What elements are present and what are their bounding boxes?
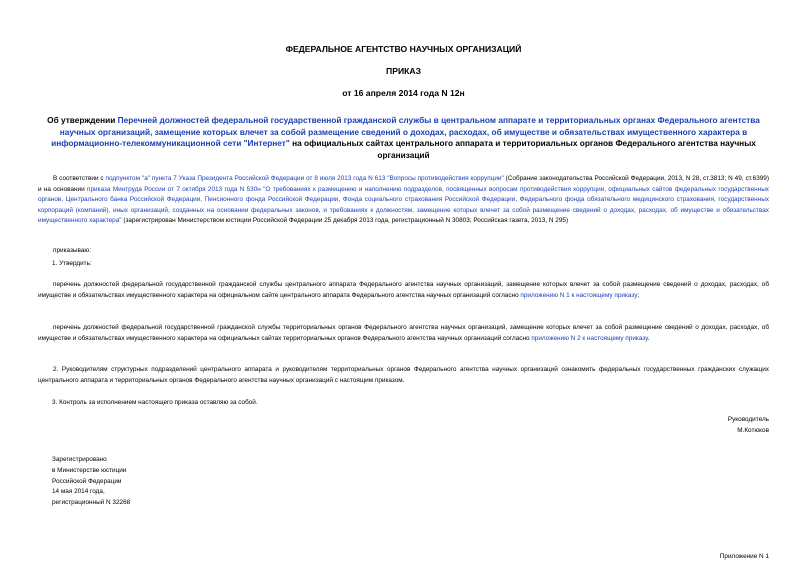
list-a-end: ;: [637, 291, 640, 299]
document-title: [38, 115, 769, 161]
item-2: 2. Руководителям структурных подразделений центрального аппарата и руководителям территориальных органов Федерального агентства научных организаций ознакомить федеральных государственных гражданских служащих центрального аппарата и территориальных органов Федерального агентства научных организаций с настоящим приказом.: [38, 366, 769, 384]
annex-1-link[interactable]: приложению N 1 к настоящему приказу: [520, 291, 638, 299]
list-item-a: [38, 280, 769, 301]
preamble-paragraph: [38, 174, 769, 227]
preamble-text-a: В соответствии с: [53, 175, 106, 182]
title-prefix: Об утверждении: [47, 115, 118, 125]
preamble-text-b: (Собрание законодательства Российской Федерации, 2013, N 28, ст.3813; N 49, ст.6399) и на основании: [38, 175, 769, 193]
list-b-end: .: [647, 334, 650, 342]
decree-link[interactable]: подпунктом "а" пункта 7 Указа Президента Российской Федерации от 8 июля 2013 года N 613 "Вопросы противодействия коррупции": [105, 175, 504, 182]
annex-2-link[interactable]: приложению N 2 к настоящему приказу: [531, 334, 648, 342]
registration-line: Российской Федерации: [52, 477, 122, 485]
mintrud-order-link[interactable]: приказа Минтруда России от 7 октября 2013 года N 530н "О требованиях к размещению и наполнению подразделов, посвященных вопросам противодействия коррупции, официальных сайтов федеральных государственных органов, Центрального банка Российской Федерации, Пенсионного фонда Российской Федерации, Фонда социального страхования Российской Федерации, Федерального фонда обязательного медицинского страхования, государственных корпораций (компаний), иных организаций, созданных на основании федеральных законов, и требованиях к должностям, замещение которых влечет за собой размещение сведений о доходах, расходах, об имуществе и обязательствах имущественного характера": [38, 185, 770, 225]
item-3: 3. Контроль за исполнением настоящего приказа оставляю за собой.: [52, 399, 258, 406]
title-suffix: на официальных сайтах центрального аппарата и территориальных органов Федерального агентства научных организаций: [289, 138, 756, 160]
registration-line: в Министерстве юстиции: [52, 466, 127, 474]
registration-block: [52, 455, 130, 509]
item-1: 1. Утвердить:: [52, 260, 92, 267]
list-b-text: перечень должностей федеральной государственной гражданской службы территориальных органов Федерального агентства научных организаций, замещение которых влечет за собой размещение сведений о доходах, расходах, об имуществе и обязательствах имущественного характера на официальных сайтах территориальных органов Федерального агентства научных организаций согласно: [38, 324, 769, 342]
list-item-b: [38, 323, 769, 344]
agency-name: ФЕДЕРАЛЬНОЕ АГЕНТСТВО НАУЧНЫХ ОРГАНИЗАЦИЙ: [285, 44, 522, 54]
preamble-text-c: (зарегистрирован Министерством юстиции Российской Федерации 25 декабря 2013 года, регистрационный N 30803; Российская газета, 2013, N 295): [121, 217, 569, 225]
registration-line: 14 мая 2014 года,: [52, 488, 105, 496]
list-a-text: перечень должностей федеральной государственной гражданской службы центрального аппарата Федерального агентства научных организаций, замещение которых влечет за собой размещение сведений о доходах, расходах, об имуществе и обязательствах имущественного характера на официальном сайте центрального аппарата Федерального агентства научных организаций согласно: [38, 281, 769, 299]
signature-block: [728, 415, 769, 437]
order-word: приказываю:: [53, 247, 91, 254]
signature-name: М.Котюков: [737, 426, 769, 434]
document-kind: ПРИКАЗ: [386, 66, 421, 76]
registration-line: Зарегистрировано: [52, 456, 107, 463]
annex-label: Приложение N 1: [719, 553, 769, 560]
document-date: от 16 апреля 2014 года N 12н: [342, 88, 465, 98]
title-link[interactable]: Перечней должностей федеральной государственной гражданской службы в центральном аппарате и территориальных органах Федерального агентства научных организаций, замещение которых влечет за собой размещение сведений о доходах, расходах, об имуществе и обязательствах имущественного характера в информационно-телекоммуникационной сети "Интернет": [51, 115, 760, 149]
registration-line: регистрационный N 32268: [52, 499, 131, 507]
signature-role: Руководитель: [727, 416, 769, 423]
